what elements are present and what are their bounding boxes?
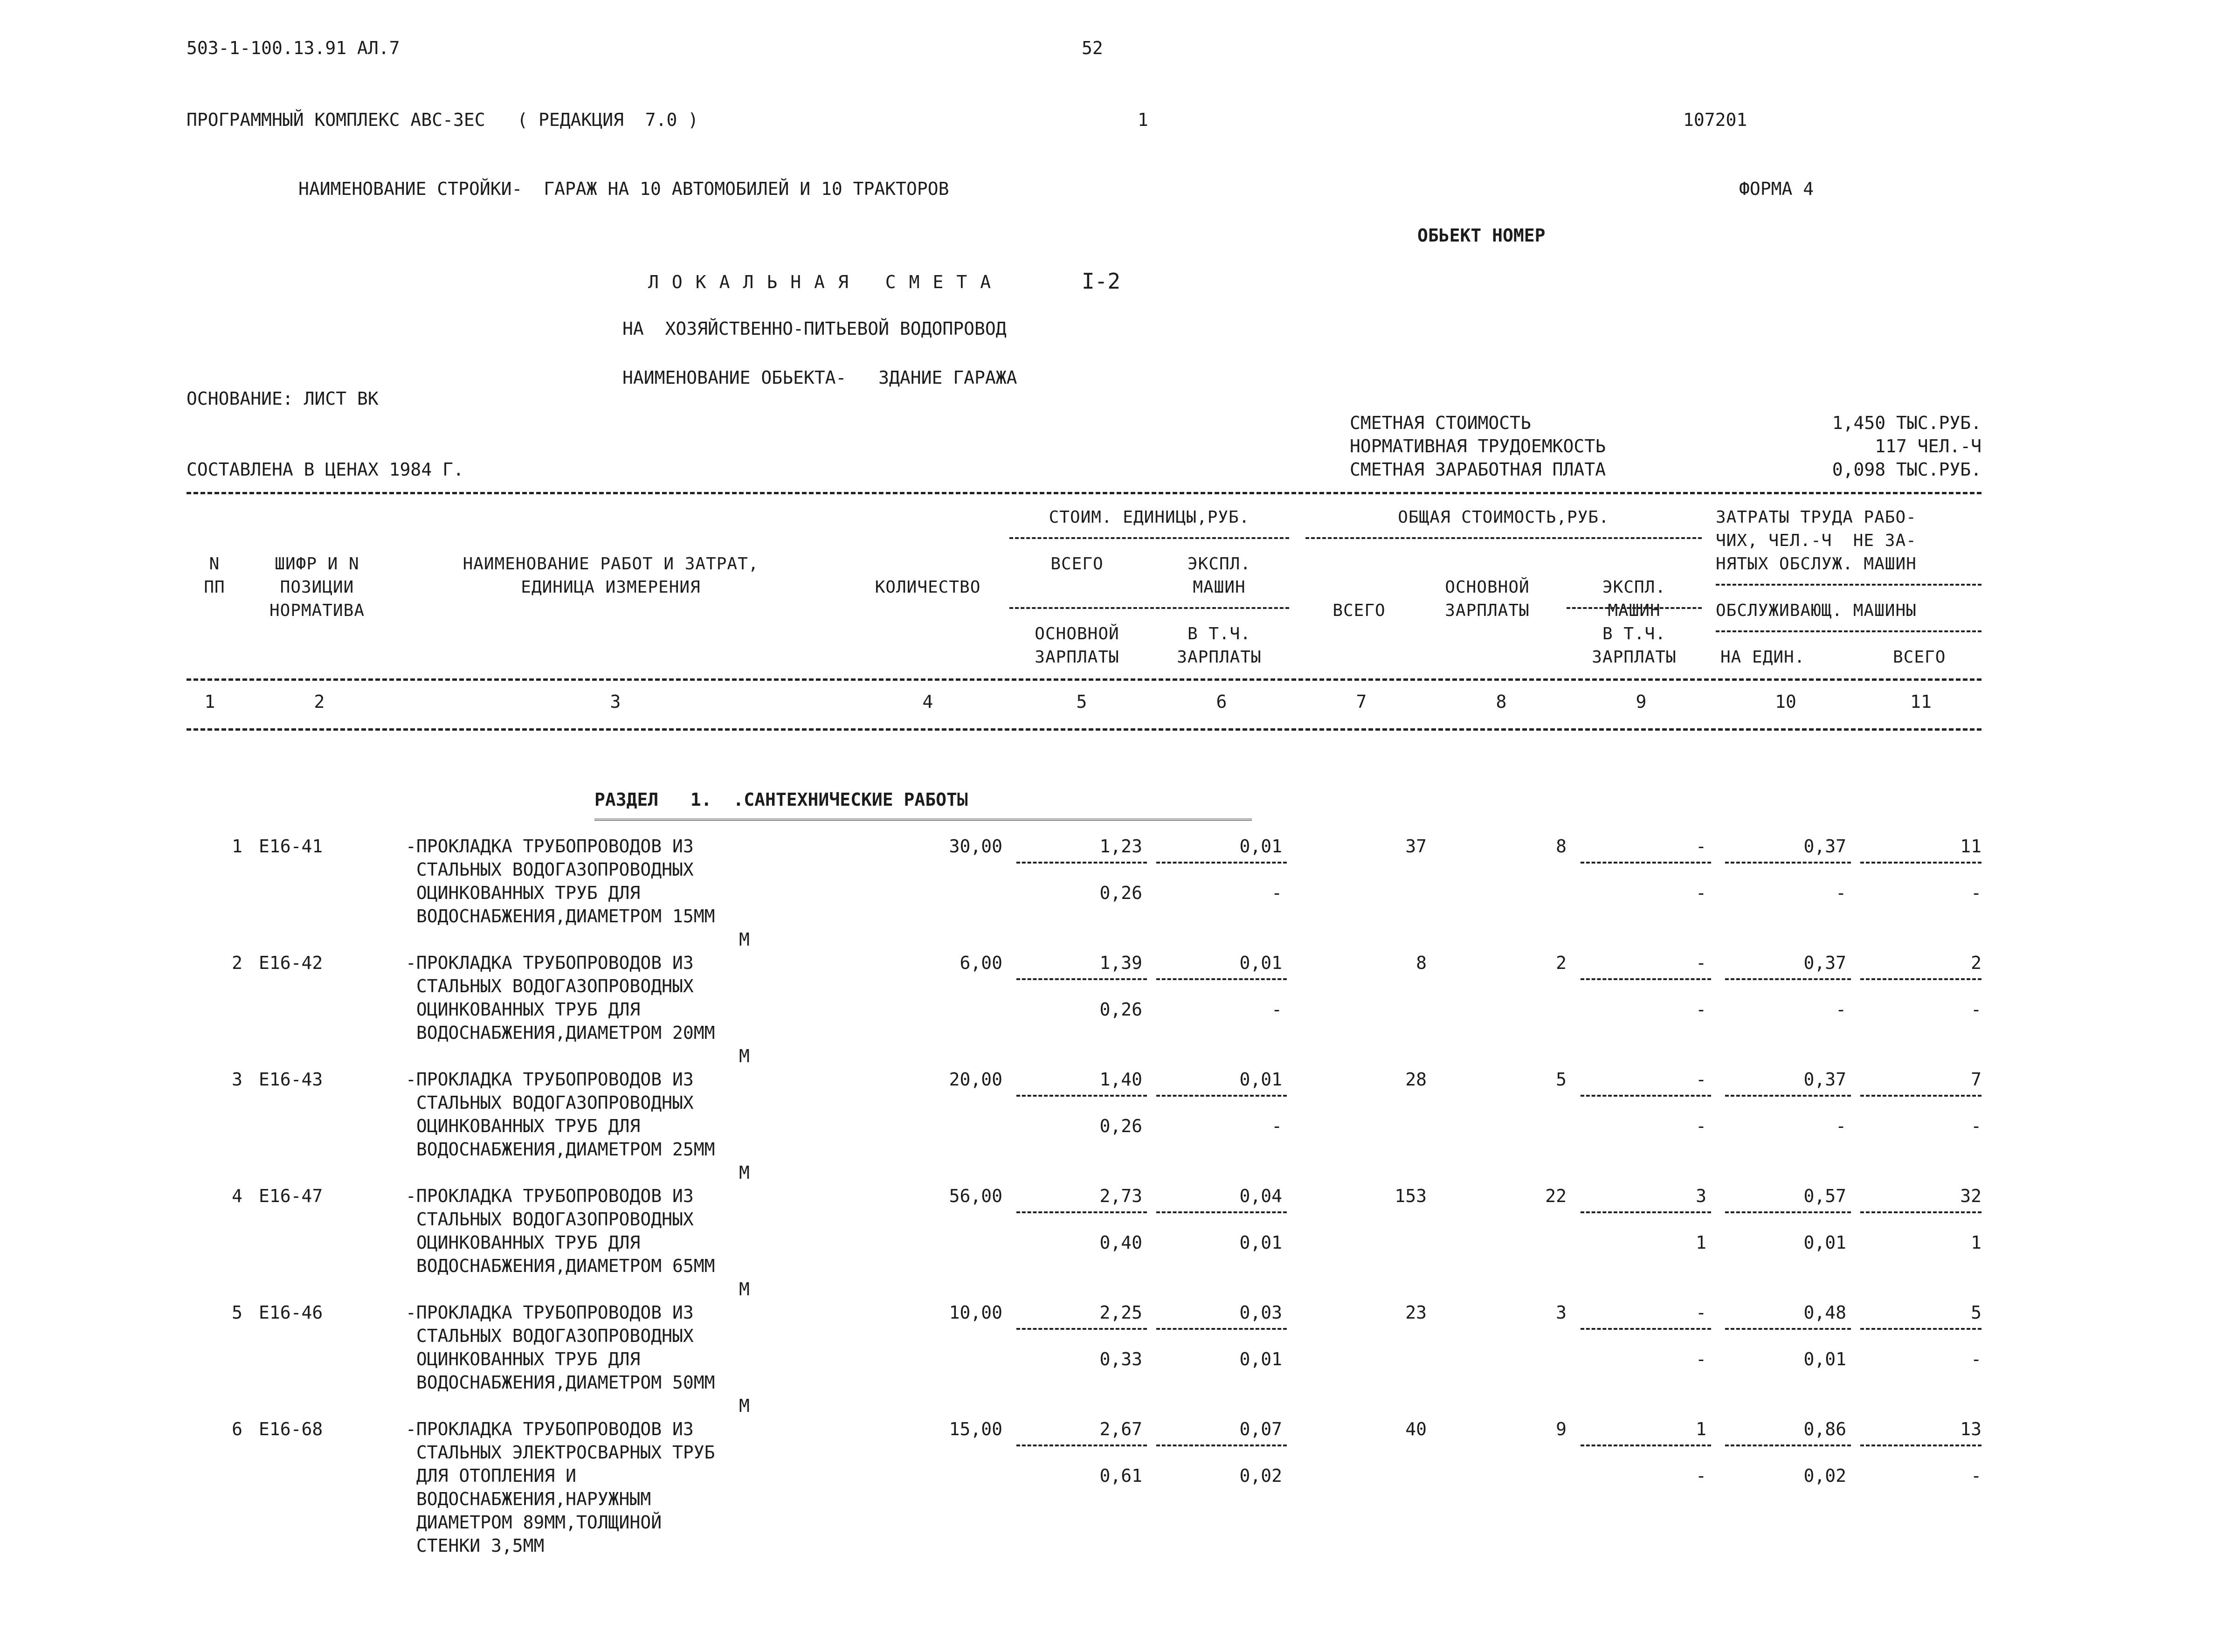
header-labor-per-unit: НА ЕДИН. <box>1720 648 1805 667</box>
header-labor-rule-1 <box>1716 584 1981 586</box>
header-unit-split-rule <box>1009 607 1289 609</box>
summary-value-wage: 0,098 ТЫС.РУБ. <box>1832 459 1981 480</box>
row-total-base-wage: 5 <box>1556 1069 1567 1090</box>
row-unit-base-wage: 0,26 <box>1099 883 1142 903</box>
row-labor-total: 2 <box>1971 953 1981 973</box>
row-work-name: -ПРОКЛАДКА ТРУБОПРОВОДОВ ИЗ СТАЛЬНЫХ ВОДОГАЗОПРОВОДНЫХ ОЦИНКОВАННЫХ ТРУБ ДЛЯ ВОДОСНАБЖЕНИЯ,ДИАМЕТРОМ 65ММ <box>406 1186 715 1276</box>
column-number: 11 <box>1910 691 1932 712</box>
row-work-name: -ПРОКЛАДКА ТРУБОПРОВОДОВ ИЗ СТАЛЬНЫХ ВОДОГАЗОПРОВОДНЫХ ОЦИНКОВАННЫХ ТРУБ ДЛЯ ВОДОСНАБЖЕНИЯ,ДИАМЕТРОМ 25ММ <box>406 1069 715 1160</box>
header-total-cost-rule <box>1305 537 1702 539</box>
summary-value-cost: 1,450 ТЫС.РУБ. <box>1832 413 1981 433</box>
row-work-name: -ПРОКЛАДКА ТРУБОПРОВОДОВ ИЗ СТАЛЬНЫХ ВОДОГАЗОПРОВОДНЫХ ОЦИНКОВАННЫХ ТРУБ ДЛЯ ВОДОСНАБЖЕНИЯ,ДИАМЕТРОМ 15ММ <box>406 836 715 926</box>
row-code: Е16-41 <box>259 836 323 857</box>
row-service-total: - <box>1971 1465 1981 1486</box>
row-code: Е16-42 <box>259 953 323 973</box>
row-labor-total: 7 <box>1971 1069 1981 1090</box>
row-rule-labor-per-unit <box>1725 978 1851 980</box>
row-work-name: -ПРОКЛАДКА ТРУБОПРОВОДОВ ИЗ СТАЛЬНЫХ ЭЛЕКТРОСВАРНЫХ ТРУБ ДЛЯ ОТОПЛЕНИЯ И ВОДОСНАБЖЕНИЯ,НАРУЖНЫМ ДИАМЕТРОМ 89ММ,ТОЛЩИНОЙ СТЕНКИ 3,5ММ <box>406 1419 715 1556</box>
row-unit-incl-wage: - <box>1271 1116 1282 1136</box>
row-unit-incl-wage: - <box>1271 999 1282 1020</box>
row-rule-labor-per-unit <box>1725 1445 1851 1446</box>
row-labor-total: 5 <box>1971 1302 1981 1323</box>
row-total-machines: - <box>1696 953 1706 973</box>
object-number: ОБЬЕКТ НОМЕР <box>1417 225 1546 246</box>
row-rule-unit-machines <box>1156 978 1287 980</box>
row-work-name: -ПРОКЛАДКА ТРУБОПРОВОДОВ ИЗ СТАЛЬНЫХ ВОДОГАЗОПРОВОДНЫХ ОЦИНКОВАННЫХ ТРУБ ДЛЯ ВОДОСНАБЖЕНИЯ,ДИАМЕТРОМ 20ММ <box>406 953 715 1043</box>
row-unit-machines: 0,01 <box>1239 836 1282 857</box>
row-unit-total: 1,40 <box>1099 1069 1142 1090</box>
header-bottom-rule <box>186 728 1981 731</box>
header-top-rule <box>186 492 1981 494</box>
header-total-machines-rule <box>1567 607 1702 609</box>
section-title: РАЗДЕЛ 1. .САНТЕХНИЧЕСКИЕ РАБОТЫ <box>594 789 968 810</box>
header-unit-incl-wage: В Т.Ч. ЗАРПЛАТЫ <box>1177 624 1262 667</box>
row-rule-unit-total <box>1016 862 1147 864</box>
construction-name: НАИМЕНОВАНИЕ СТРОЙКИ- ГАРАЖ НА 10 АВТОМОБИЛЕЙ И 10 ТРАКТОРОВ <box>298 179 949 199</box>
page-number: 52 <box>1082 38 1103 58</box>
row-service-per-unit: 0,01 <box>1803 1349 1846 1369</box>
row-unit-incl-wage: 0,01 <box>1239 1349 1282 1369</box>
row-rule-unit-total <box>1016 1445 1147 1446</box>
row-service-total: 1 <box>1971 1232 1981 1253</box>
row-rule-labor-total <box>1860 1328 1981 1330</box>
row-unit-base-wage: 0,40 <box>1099 1232 1142 1253</box>
header-total-machines: ЭКСПЛ. МАШИН <box>1602 578 1666 620</box>
row-quantity: 30,00 <box>949 836 1002 857</box>
column-number: 3 <box>610 691 621 712</box>
row-rule-labor-per-unit <box>1725 1095 1851 1097</box>
row-unit-incl-wage: 0,02 <box>1239 1465 1282 1486</box>
row-total-incl-wage: - <box>1696 883 1706 903</box>
row-unit-base-wage: 0,61 <box>1099 1465 1142 1486</box>
header-total-base-wage: ОСНОВНОЙ ЗАРПЛАТЫ <box>1445 578 1530 620</box>
row-unit-machines: 0,03 <box>1239 1302 1282 1323</box>
row-service-total: - <box>1971 883 1981 903</box>
document-subtitle: НА ХОЗЯЙСТВЕННО-ПИТЬЕВОЙ ВОДОПРОВОД <box>622 318 1007 339</box>
row-unit: М <box>739 929 750 950</box>
row-total-base-wage: 3 <box>1556 1302 1567 1323</box>
row-labor-per-unit: 0,37 <box>1803 1069 1846 1090</box>
column-number: 5 <box>1076 691 1087 712</box>
row-service-total: - <box>1971 1349 1981 1369</box>
estimate-code: 107201 <box>1683 110 1747 130</box>
row-rule-unit-total <box>1016 1095 1147 1097</box>
form-label: ФОРМА 4 <box>1739 179 1814 199</box>
row-unit-base-wage: 0,26 <box>1099 1116 1142 1136</box>
prices-basis: СОСТАВЛЕНА В ЦЕНАХ 1984 Г. <box>186 459 464 480</box>
row-rule-unit-machines <box>1156 1211 1287 1213</box>
row-unit-total: 1,23 <box>1099 836 1142 857</box>
row-total-machines: 3 <box>1696 1186 1706 1206</box>
row-rule-labor-total <box>1860 978 1981 980</box>
basis: ОСНОВАНИЕ: ЛИСТ ВК <box>186 388 379 409</box>
header-total-all: ВСЕГО <box>1332 601 1386 620</box>
row-number: 3 <box>232 1069 242 1090</box>
summary-value-labor: 117 ЧЕЛ.-Ч <box>1875 436 1981 456</box>
row-service-per-unit: - <box>1836 883 1846 903</box>
row-total-all: 40 <box>1405 1419 1427 1439</box>
column-number: 2 <box>314 691 325 712</box>
row-total-base-wage: 22 <box>1545 1186 1567 1206</box>
section-underline <box>594 819 1252 824</box>
header-code: ШИФР И N ПОЗИЦИИ НОРМАТИВА <box>269 554 365 620</box>
row-number: 2 <box>232 953 242 973</box>
row-rule-total-machines <box>1581 978 1711 980</box>
header-labor: ЗАТРАТЫ ТРУДА РАБО- ЧИХ, ЧЕЛ.-Ч НЕ ЗА- НЯТЫХ ОБСЛУЖ. МАШИН <box>1716 508 1917 574</box>
row-rule-labor-total <box>1860 862 1981 864</box>
summary-label-wage: СМЕТНАЯ ЗАРАБОТНАЯ ПЛАТА <box>1350 459 1606 480</box>
row-rule-unit-machines <box>1156 862 1287 864</box>
row-service-per-unit: 0,01 <box>1803 1232 1846 1253</box>
row-unit-total: 2,25 <box>1099 1302 1142 1323</box>
row-number: 5 <box>232 1302 242 1323</box>
header-unit-machines: ЭКСПЛ. МАШИН <box>1187 554 1251 597</box>
row-quantity: 56,00 <box>949 1186 1002 1206</box>
row-rule-unit-machines <box>1156 1328 1287 1330</box>
row-rule-unit-total <box>1016 1211 1147 1213</box>
row-total-all: 8 <box>1416 953 1427 973</box>
row-service-total: - <box>1971 1116 1981 1136</box>
row-unit-machines: 0,01 <box>1239 1069 1282 1090</box>
row-unit-base-wage: 0,33 <box>1099 1349 1142 1369</box>
header-labor-total: ВСЕГО <box>1893 648 1946 667</box>
column-number: 9 <box>1636 691 1647 712</box>
row-quantity: 15,00 <box>949 1419 1002 1439</box>
row-labor-per-unit: 0,86 <box>1803 1419 1846 1439</box>
row-unit: М <box>739 1162 750 1183</box>
row-service-per-unit: - <box>1836 999 1846 1020</box>
document-title: ЛОКАЛЬНАЯ СМЕТА <box>648 272 1004 292</box>
row-rule-labor-per-unit <box>1725 1328 1851 1330</box>
row-unit-incl-wage: 0,01 <box>1239 1232 1282 1253</box>
row-rule-unit-total <box>1016 1328 1147 1330</box>
row-service-total: - <box>1971 999 1981 1020</box>
row-total-all: 28 <box>1405 1069 1427 1090</box>
row-rule-labor-total <box>1860 1445 1981 1446</box>
row-rule-total-machines <box>1581 1211 1711 1213</box>
row-rule-labor-per-unit <box>1725 1211 1851 1213</box>
row-total-incl-wage: - <box>1696 999 1706 1020</box>
sheet-number: 1 <box>1138 110 1148 130</box>
header-total-cost: ОБЩАЯ СТОИМОСТЬ,РУБ. <box>1398 508 1609 527</box>
row-service-per-unit: 0,02 <box>1803 1465 1846 1486</box>
row-rule-total-machines <box>1581 1095 1711 1097</box>
row-quantity: 20,00 <box>949 1069 1002 1090</box>
header-unit-total: ВСЕГО <box>1050 554 1104 574</box>
column-number: 6 <box>1216 691 1227 712</box>
row-work-name: -ПРОКЛАДКА ТРУБОПРОВОДОВ ИЗ СТАЛЬНЫХ ВОДОГАЗОПРОВОДНЫХ ОЦИНКОВАННЫХ ТРУБ ДЛЯ ВОДОСНАБЖЕНИЯ,ДИАМЕТРОМ 50ММ <box>406 1302 715 1393</box>
row-rule-total-machines <box>1581 1445 1711 1446</box>
row-service-per-unit: - <box>1836 1116 1846 1136</box>
row-total-machines: - <box>1696 836 1706 857</box>
row-unit-machines: 0,01 <box>1239 953 1282 973</box>
row-total-all: 37 <box>1405 836 1427 857</box>
row-unit: М <box>739 1396 750 1416</box>
row-unit-total: 2,67 <box>1099 1419 1142 1439</box>
header-total-incl-wage: В Т.Ч. ЗАРПЛАТЫ <box>1592 624 1677 667</box>
row-number: 1 <box>232 836 242 857</box>
row-labor-total: 11 <box>1960 836 1981 857</box>
row-quantity: 6,00 <box>960 953 1002 973</box>
header-number: N ПП <box>204 554 225 597</box>
row-rule-unit-total <box>1016 978 1147 980</box>
row-total-base-wage: 8 <box>1556 836 1567 857</box>
header-mid-rule <box>186 678 1981 681</box>
row-labor-total: 13 <box>1960 1419 1981 1439</box>
row-unit: М <box>739 1046 750 1066</box>
row-total-incl-wage: 1 <box>1696 1232 1706 1253</box>
row-total-machines: - <box>1696 1069 1706 1090</box>
row-code: Е16-43 <box>259 1069 323 1090</box>
row-labor-per-unit: 0,57 <box>1803 1186 1846 1206</box>
row-rule-labor-total <box>1860 1211 1981 1213</box>
row-code: Е16-47 <box>259 1186 323 1206</box>
column-number: 4 <box>922 691 933 712</box>
row-total-all: 153 <box>1395 1186 1427 1206</box>
row-rule-labor-total <box>1860 1095 1981 1097</box>
row-rule-total-machines <box>1581 862 1711 864</box>
row-number: 4 <box>232 1186 242 1206</box>
row-total-base-wage: 2 <box>1556 953 1567 973</box>
header-labor-service: ОБСЛУЖИВАЮЩ. МАШИНЫ <box>1716 601 1917 620</box>
header-quantity: КОЛИЧЕСТВО <box>875 578 981 597</box>
header-unit-base-wage: ОСНОВНОЙ ЗАРПЛАТЫ <box>1035 624 1119 667</box>
row-unit-machines: 0,07 <box>1239 1419 1282 1439</box>
row-labor-per-unit: 0,37 <box>1803 836 1846 857</box>
row-labor-per-unit: 0,48 <box>1803 1302 1846 1323</box>
row-total-incl-wage: - <box>1696 1349 1706 1369</box>
row-unit-base-wage: 0,26 <box>1099 999 1142 1020</box>
row-rule-total-machines <box>1581 1328 1711 1330</box>
column-number: 10 <box>1775 691 1796 712</box>
row-total-machines: - <box>1696 1302 1706 1323</box>
row-unit-incl-wage: - <box>1271 883 1282 903</box>
object-name: НАИМЕНОВАНИЕ ОБЬЕКТА- ЗДАНИЕ ГАРАЖА <box>622 367 1017 388</box>
row-labor-total: 32 <box>1960 1186 1981 1206</box>
row-rule-unit-machines <box>1156 1445 1287 1446</box>
row-rule-unit-machines <box>1156 1095 1287 1097</box>
row-rule-labor-per-unit <box>1725 862 1851 864</box>
row-total-incl-wage: - <box>1696 1465 1706 1486</box>
summary-label-cost: СМЕТНАЯ СТОИМОСТЬ <box>1350 413 1531 433</box>
program-name: ПРОГРАММНЫЙ КОМПЛЕКС АВС-ЗЕС ( РЕДАКЦИЯ 7.0 ) <box>186 110 699 130</box>
document-title-number: I-2 <box>1082 269 1121 294</box>
header-labor-rule-2 <box>1716 630 1981 632</box>
row-unit-machines: 0,04 <box>1239 1186 1282 1206</box>
row-code: Е16-68 <box>259 1419 323 1439</box>
header-work-name: НАИМЕНОВАНИЕ РАБОТ И ЗАТРАТ, ЕДИНИЦА ИЗМЕРЕНИЯ <box>463 554 759 597</box>
row-unit: М <box>739 1279 750 1299</box>
row-labor-per-unit: 0,37 <box>1803 953 1846 973</box>
column-number: 1 <box>204 691 215 712</box>
row-total-all: 23 <box>1405 1302 1427 1323</box>
header-unit-cost-rule <box>1009 537 1289 539</box>
summary-label-labor: НОРМАТИВНАЯ ТРУДОЕМКОСТЬ <box>1350 436 1606 456</box>
row-number: 6 <box>232 1419 242 1439</box>
row-total-incl-wage: - <box>1696 1116 1706 1136</box>
column-number: 7 <box>1356 691 1367 712</box>
row-quantity: 10,00 <box>949 1302 1002 1323</box>
row-total-base-wage: 9 <box>1556 1419 1567 1439</box>
header-unit-cost: СТОИМ. ЕДИНИЦЫ,РУБ. <box>1049 508 1250 527</box>
row-code: Е16-46 <box>259 1302 323 1323</box>
row-total-machines: 1 <box>1696 1419 1706 1439</box>
row-unit-total: 1,39 <box>1099 953 1142 973</box>
column-number: 8 <box>1496 691 1507 712</box>
document-code: 503-1-100.13.91 АЛ.7 <box>186 38 400 58</box>
row-unit-total: 2,73 <box>1099 1186 1142 1206</box>
